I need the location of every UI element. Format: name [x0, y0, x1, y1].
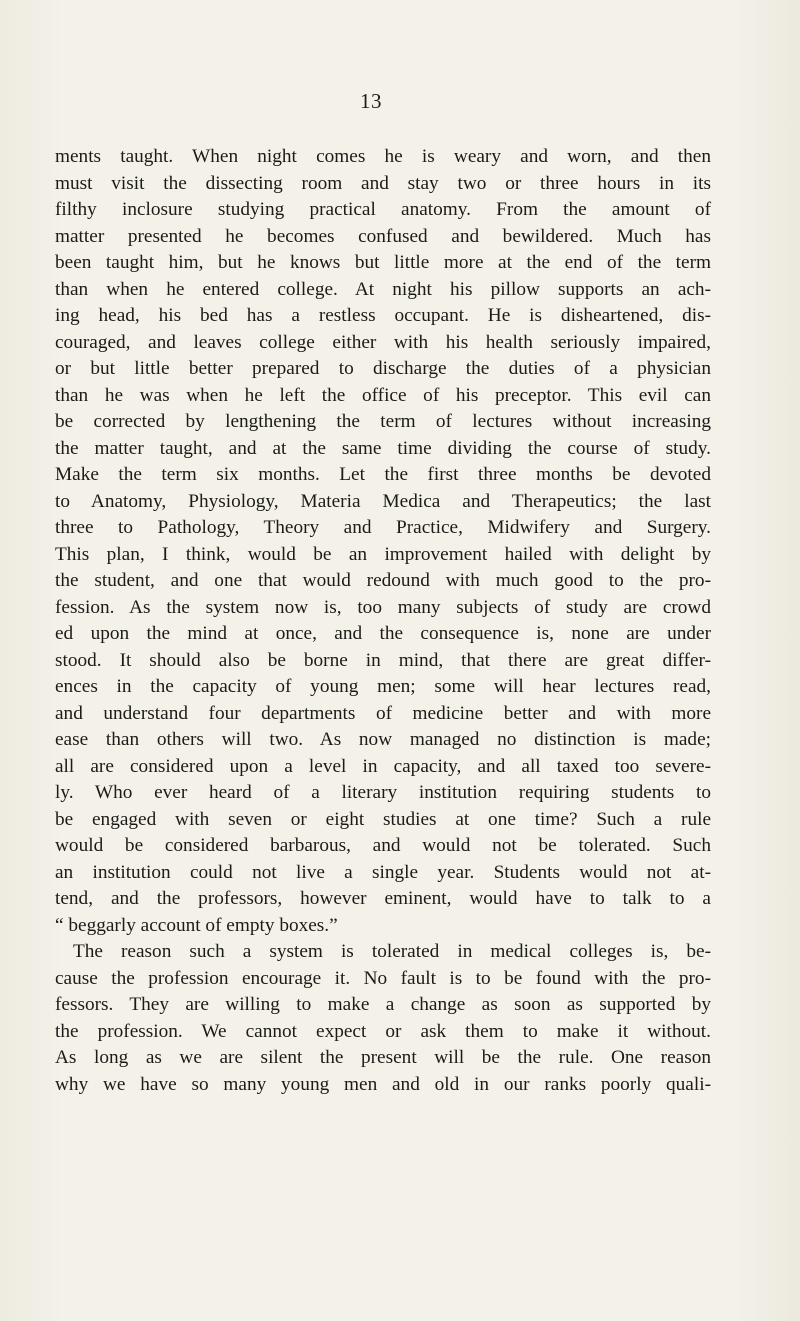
text-line: couraged, and leaves college either with his health seriously impaired,: [55, 331, 711, 353]
text-line: the matter taught, and at the same time dividing the course of study.: [55, 437, 711, 459]
body-text: [55, 144, 711, 1098]
text-line: than when he entered college. At night his pillow supports an ach-: [55, 278, 711, 300]
text-line: fession. As the system now is, too many subjects of study are crowd: [55, 596, 711, 618]
text-line: must visit the dissecting room and stay two or three hours in its: [55, 172, 711, 194]
text-line: The reason such a system is tolerated in medical colleges is, be-: [73, 941, 711, 962]
text-line: ly. Who ever heard of a literary institution requiring students to: [55, 782, 711, 803]
text-line: three to Pathology, Theory and Practice, Midwifery and Surgery.: [55, 517, 711, 538]
text-line: ease than others will two. As now managed no distinction is made;: [55, 729, 711, 750]
text-line: Make the term six months. Let the first three months be devoted: [55, 464, 711, 485]
text-line: ing head, his bed has a restless occupant. He is disheartened, dis-: [55, 305, 711, 326]
page-number: 13: [360, 89, 382, 113]
text-line: ments taught. When night comes he is weary and worn, and then: [55, 146, 711, 167]
text-line: or but little better prepared to discharge the duties of a physician: [55, 358, 711, 379]
text-line: would be considered barbarous, and would not be tolerated. Such: [55, 835, 711, 856]
text-line: filthy inclosure studying practical anatomy. From the amount of: [55, 199, 711, 220]
text-line: to Anatomy, Physiology, Materia Medica and Therapeutics; the last: [55, 490, 711, 512]
text-line: matter presented he becomes confused and bewildered. Much has: [55, 225, 711, 247]
text-line: “ beggarly account of empty boxes.”: [55, 914, 338, 936]
text-line: cause the profession encourage it. No fault is to be found with the pro-: [55, 967, 711, 989]
text-line: be corrected by lengthening the term of lectures without increasing: [55, 411, 711, 432]
text-line: an institution could not live a single year. Students would not at-: [55, 861, 711, 883]
text-line: been taught him, but he knows but little more at the end of the term: [55, 252, 711, 273]
text-line: the profession. We cannot expect or ask them to make it without.: [55, 1020, 711, 1042]
text-line: This plan, I think, would be an improvement hailed with delight by: [55, 543, 711, 565]
text-line: stood. It should also be borne in mind, that there are great differ-: [55, 649, 711, 671]
text-line: be engaged with seven or eight studies at one time? Such a rule: [55, 808, 711, 830]
text-line: As long as we are silent the present will be the rule. One reason: [55, 1047, 711, 1068]
text-line: all are considered upon a level in capacity, and all taxed too severe-: [55, 755, 711, 777]
text-line: why we have so many young men and old in our ranks poorly quali-: [55, 1073, 711, 1095]
text-line: than he was when he left the office of his preceptor. This evil can: [55, 384, 711, 406]
text-line: and understand four departments of medicine better and with more: [55, 702, 711, 724]
text-line: tend, and the professors, however eminent, would have to talk to a: [55, 888, 711, 909]
text-line: the student, and one that would redound with much good to the pro-: [55, 570, 711, 591]
text-line: ed upon the mind at once, and the consequence is, none are under: [55, 623, 711, 644]
text-line: ences in the capacity of young men; some will hear lectures read,: [55, 676, 711, 697]
text-line: fessors. They are willing to make a change as soon as supported by: [55, 994, 711, 1015]
